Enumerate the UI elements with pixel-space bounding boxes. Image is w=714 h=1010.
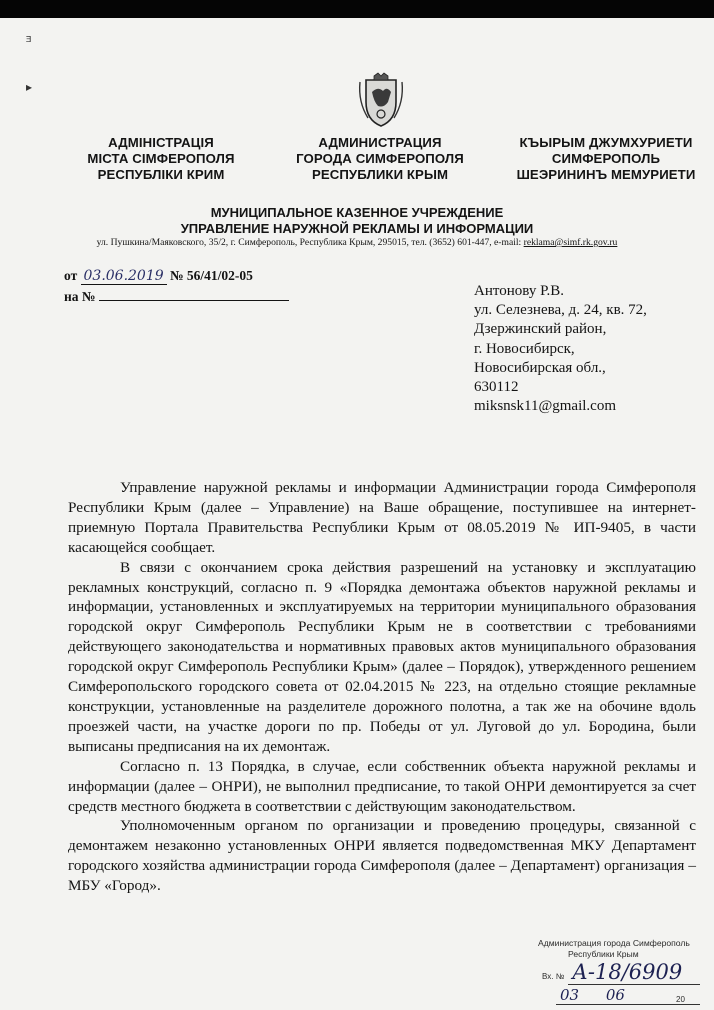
- organization-email-link[interactable]: reklama@simf.rk.gov.ru: [523, 237, 618, 248]
- recipient-district: Дзержинский район,: [474, 321, 607, 338]
- blank-number-field: [99, 287, 289, 301]
- header-line: ШЕЭРИНИНЪ МЕМУРИЕТИ: [516, 167, 696, 182]
- address-text: ул. Пушкина/Маяковского, 35/2, г. Симферополь, Республика Крым, 295015, тел. (3652) 601-447, e-mail:: [96, 237, 524, 248]
- header-line: МІСТА СІМФЕРОПОЛЯ: [87, 151, 235, 166]
- stamp-year: 20: [676, 995, 685, 1004]
- header-line: РЕСПУБЛІКИ КРИМ: [97, 167, 225, 182]
- header-line: АДМИНИСТРАЦИЯ: [318, 135, 442, 150]
- stamp-line: Республики Крым: [568, 949, 639, 959]
- to-label: на №: [64, 289, 96, 304]
- recipient-city: г. Новосибирск,: [474, 340, 575, 357]
- header-line: АДМІНІСТРАЦІЯ: [108, 135, 214, 150]
- organization-line: МУНИЦИПАЛЬНОЕ КАЗЕННОЕ УЧРЕЖДЕНИЕ: [210, 205, 504, 220]
- recipient-email[interactable]: miksnsk11@gmail.com: [474, 398, 617, 415]
- header-crimean-tatar: [506, 135, 706, 183]
- recipient-street: ул. Селезнева, д. 24, кв. 72,: [474, 302, 647, 319]
- crimea-coat-of-arms-icon: [356, 72, 406, 130]
- scan-artifact-mark: ᴲ: [26, 34, 31, 48]
- incoming-reference: [64, 287, 289, 305]
- organization-title: [0, 205, 714, 236]
- body-paragraph: Управление наружной рекламы и информации Администрации города Симферополя Республики Крым (далее – Управление) на Ваше обращение, поступившее на интернет-приемную Портала Правительства Республики Крым от 08.05.2019 № ИП-9405, в части касающейся сообщает.: [68, 479, 696, 556]
- recipient-region: Новосибирская обл.,: [474, 359, 606, 376]
- header-russian: [290, 135, 470, 183]
- recipient-name: Антонову Р.В.: [474, 283, 565, 299]
- body-paragraph: Согласно п. 13 Порядка, в случае, если собственник объекта наружной рекламы и информации (далее – ОНРИ), не выполнил предписание, то такой ОНРИ демонтируется за счет средств местного бюджета в соответствии с действующим законодательством.: [68, 757, 696, 815]
- organization-address: [0, 237, 714, 248]
- stamp-handwritten-number: А-18/6909: [572, 960, 683, 984]
- reference-number: № 56/41/02-05: [169, 268, 253, 283]
- recipient-postcode: 630112: [474, 379, 519, 396]
- recipient-block: [474, 282, 647, 416]
- body-paragraph: В связи с окончанием срока действия разрешений на установку и эксплуатацию рекламных конструкций, согласно п. 9 «Порядка демонтажа объектов наружной рекламы и информации, установленных и эксплуатируемых на территории муниципального образования городской округ Симферополь Республики Крым не в соответствии с требованиями действующего законодательства и нормативных правовых актов муниципального образования городской округ Симферополь Республики Крым» (далее – Порядок), утвержденного решением Симферопольского городского совета от 02.04.2015 № 223, на отдельно стоящие рекламные конструкции, установленные на разделителе дорожного полотна, а так же на обочине вдоль проезжей части, на участке дороги по пр. Победы от ул. Луговой до ул. Бородина, были выписаны предписания на их демонтаж.: [68, 558, 696, 755]
- header-line: РЕСПУБЛИКИ КРЫМ: [311, 167, 449, 182]
- handwritten-date: 03.06.2019: [81, 269, 167, 285]
- from-label: от: [64, 268, 78, 283]
- scan-top-border: [0, 0, 714, 18]
- stamp-date-underline: [556, 1004, 700, 1005]
- letter-body: [68, 478, 696, 896]
- header-line: КЪЫРЫМ ДЖУМХУРИЕТИ: [519, 135, 693, 150]
- registration-stamp: [528, 938, 712, 1010]
- scan-artifact-mark: ▸: [26, 80, 33, 94]
- header-ukrainian: [78, 135, 244, 183]
- organization-line: УПРАВЛЕНИЕ НАРУЖНОЙ РЕКЛАМЫ И ИНФОРМАЦИИ: [180, 220, 534, 236]
- stamp-line: Администрация города Симферополь: [538, 938, 690, 948]
- stamp-number-underline: [568, 984, 700, 985]
- body-paragraph: Уполномоченным органом по организации и проведению процедуры, связанной с демонтажем незаконно установленных ОНРИ является подведомственная МКУ Департамент городского хозяйства администрации города Симферополя (далее – Департамент) организация – МБУ «Город».: [68, 817, 696, 895]
- stamp-in-label: Вх. №: [542, 972, 565, 981]
- stamp-handwritten-date: 03 06: [560, 986, 625, 1004]
- header-line: ГОРОДА СИМФЕРОПОЛЯ: [296, 151, 464, 166]
- header-line: СИМФЕРОПОЛЬ: [551, 151, 661, 166]
- outgoing-reference: [64, 268, 253, 285]
